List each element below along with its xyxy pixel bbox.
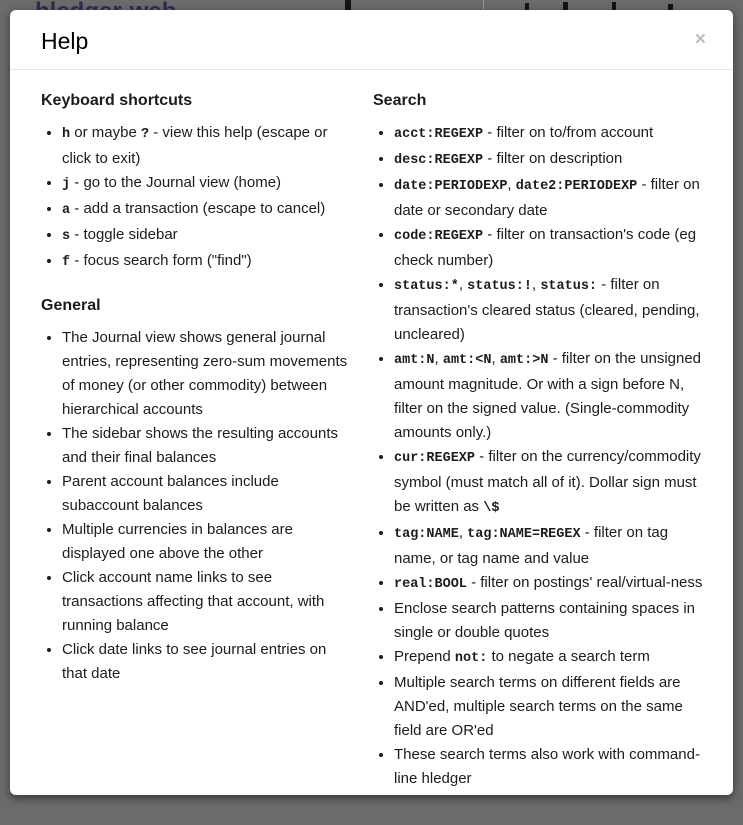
help-modal-body	[10, 70, 733, 825]
code-term: status:*	[394, 279, 459, 294]
help-column-left	[41, 91, 373, 696]
help-item: • Parent account balances include subaccount balances	[62, 470, 349, 518]
code-term: amt:>N	[499, 353, 549, 368]
code-term: status:!	[467, 279, 532, 294]
section-heading: Search	[373, 92, 427, 109]
help-item: • h or maybe ? - view this help (escape or click to exit)	[62, 121, 349, 171]
code-term: a	[62, 203, 71, 218]
section-heading: Keyboard shortcuts	[41, 92, 193, 109]
modal-title: Help	[41, 28, 89, 54]
code-term: f	[62, 255, 71, 270]
help-modal	[10, 10, 733, 795]
help-item: • f - focus search form ("find")	[62, 249, 349, 275]
help-item: • status:*, status:!, status: - filter on transaction's cleared status (cleared, pending, uncleared)	[394, 273, 705, 347]
code-term: cur:REGEXP	[394, 451, 476, 466]
help-item: • real:BOOL - filter on postings' real/virtual-ness	[394, 571, 705, 597]
help-list	[41, 121, 349, 275]
help-modal-header	[10, 10, 733, 70]
help-list	[373, 121, 705, 791]
code-term: acct:REGEXP	[394, 127, 484, 142]
code-term: amt:<N	[442, 353, 492, 368]
code-term: real:BOOL	[394, 577, 467, 592]
code-term: ?	[140, 127, 150, 142]
help-list	[41, 326, 349, 686]
code-term: amt:N	[394, 353, 435, 368]
help-item: • a - add a transaction (escape to cancel)	[62, 197, 349, 223]
help-item: • Click date links to see journal entries on that date	[62, 638, 349, 686]
code-term: s	[62, 229, 71, 244]
help-item: • Multiple search terms on different fields are AND'ed, multiple search terms on the same field are OR'ed	[394, 671, 705, 743]
help-item: • j - go to the Journal view (home)	[62, 171, 349, 197]
help-item: • The Journal view shows general journal entries, representing zero-sum movements of money (or other commodity) between hierarchical accounts	[62, 326, 349, 422]
help-item: • amt:N, amt:<N, amt:>N - filter on the unsigned amount magnitude. Or with a sign before N, filter on the signed value. (Single-commodity amounts only.)	[394, 347, 705, 445]
code-term: status:	[540, 279, 598, 294]
code-term: \$	[483, 501, 500, 516]
code-term: desc:REGEXP	[394, 153, 484, 168]
help-item: • tag:NAME, tag:NAME=REGEX - filter on tag name, or tag name and value	[394, 521, 705, 571]
help-column-right	[373, 91, 705, 801]
help-item: • These search terms also work with command-line hledger	[394, 743, 705, 791]
help-item: • Prepend not: to negate a search term	[394, 645, 705, 671]
code-term: not:	[454, 651, 488, 666]
help-item: • cur:REGEXP - filter on the currency/commodity symbol (must match all of it). Dollar sign must be written as \$	[394, 445, 705, 521]
code-term: h	[62, 127, 71, 142]
section-heading: General	[41, 297, 101, 314]
code-term: date2:PERIODEXP	[515, 179, 638, 194]
help-item: • Enclose search patterns containing spaces in single or double quotes	[394, 597, 705, 645]
help-item: • s - toggle sidebar	[62, 223, 349, 249]
help-item: • acct:REGEXP - filter on to/from account	[394, 121, 705, 147]
help-item: • The sidebar shows the resulting accounts and their final balances	[62, 422, 349, 470]
help-item: • desc:REGEXP - filter on description	[394, 147, 705, 173]
code-term: tag:NAME	[394, 527, 459, 542]
help-item: • date:PERIODEXP, date2:PERIODEXP - filter on date or secondary date	[394, 173, 705, 223]
help-item: • code:REGEXP - filter on transaction's code (eg check number)	[394, 223, 705, 273]
code-term: code:REGEXP	[394, 229, 484, 244]
help-item: • Click account name links to see transactions affecting that account, with running balance	[62, 566, 349, 638]
code-term: j	[62, 177, 71, 192]
close-icon[interactable]: ×	[694, 29, 706, 50]
code-term: tag:NAME=REGEX	[467, 527, 581, 542]
help-item: • Multiple currencies in balances are displayed one above the other	[62, 518, 349, 566]
code-term: date:PERIODEXP	[394, 179, 508, 194]
